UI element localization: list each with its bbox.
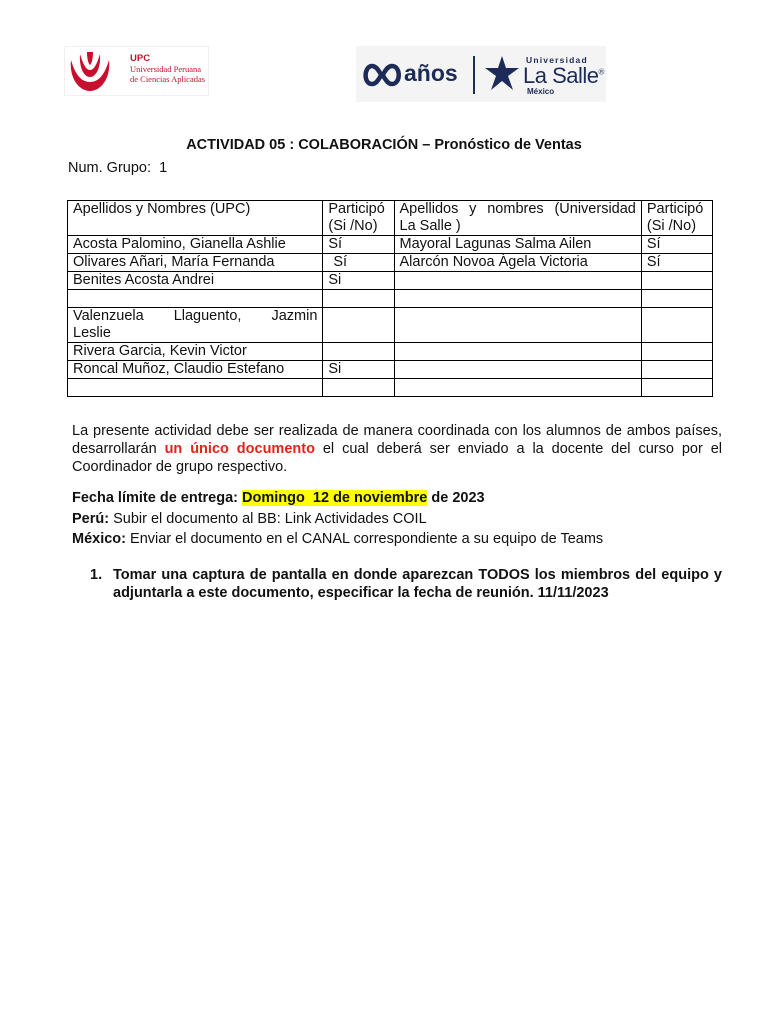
mexico-line	[72, 531, 603, 547]
infinity-60-icon	[360, 60, 404, 90]
lasalle-member-name	[394, 272, 641, 290]
lasalle-member-name	[394, 343, 641, 361]
lasalle-participated	[641, 308, 712, 343]
instructions-paragraph: La presente actividad debe ser realizada de manera coordinada con los alumnos de ambos países, desarrollarán un único documento el cual deberá ser enviado a la docente del curso por el Coordinador de grupo respectivo.	[72, 423, 722, 475]
table-row	[68, 361, 713, 379]
lasalle-member-name	[394, 308, 641, 343]
lasalle-member-name	[394, 290, 641, 308]
upc-name-line2: de Ciencias Aplicadas	[130, 74, 206, 84]
upc-member-name: Olivares Añari, María Fernanda	[68, 254, 323, 272]
table-row	[68, 254, 713, 272]
lasalle-participated	[641, 272, 712, 290]
lasalle-name	[523, 63, 604, 89]
lasalle-member-name: Mayoral Lagunas Salma Ailen	[394, 236, 641, 254]
registered-mark: ®	[598, 67, 604, 77]
lasalle-logo	[356, 46, 606, 102]
lasalle-participated	[641, 379, 712, 397]
logo-divider	[473, 56, 475, 94]
single-document-emphasis: un único documento	[164, 441, 315, 457]
upc-participated	[323, 290, 394, 308]
upc-participated: Sí	[323, 254, 394, 272]
task-text: Tomar una captura de pantalla en donde aparezcan TODOS los miembros del equipo y adjuntarla a este documento, especificar la fecha de reunión. 11/11/2023	[113, 567, 722, 601]
peru-label: Perú:	[72, 511, 110, 527]
lasalle-name-text: La Salle	[523, 63, 599, 88]
members-table	[67, 200, 713, 397]
upc-logo	[64, 46, 209, 96]
table-row	[68, 308, 713, 343]
upc-name-line1: Universidad Peruana	[130, 64, 202, 74]
upc-short-name: UPC	[130, 53, 151, 64]
table-row	[68, 272, 713, 290]
deadline-year: de 2023	[431, 490, 485, 506]
upc-member-name: Acosta Palomino, Gianella Ashlie	[68, 236, 323, 254]
upc-member-name: Rivera Garcia, Kevin Victor	[68, 343, 323, 361]
lasalle-participated	[641, 290, 712, 308]
mexico-label: México	[527, 87, 555, 96]
lasalle-member-name	[394, 379, 641, 397]
upc-member-name: Benites Acosta Andrei	[68, 272, 323, 290]
table-row	[68, 236, 713, 254]
table-row	[68, 290, 713, 308]
upc-emblem-icon	[67, 50, 113, 94]
lasalle-participated: Sí	[641, 236, 712, 254]
deadline-date: Domingo 12 de noviembre	[242, 490, 428, 506]
upc-member-name	[68, 290, 323, 308]
anos-label: años	[404, 60, 458, 86]
upc-participated	[323, 308, 394, 343]
upc-member-name: Valenzuela Llaguento, Jazmin Leslie	[68, 308, 323, 343]
table-row	[68, 343, 713, 361]
lasalle-participated	[641, 343, 712, 361]
upc-participated	[323, 379, 394, 397]
task-number: 1.	[90, 567, 103, 583]
document-title: ACTIVIDAD 05 : COLABORACIÓN – Pronóstico de Ventas	[186, 137, 582, 153]
peru-text: Subir el documento al BB: Link Actividades COIL	[113, 511, 427, 527]
table-row	[68, 379, 713, 397]
upc-participated: Sí	[323, 236, 394, 254]
deadline-line	[72, 490, 485, 506]
header-participated-upc: Participó (Si /No)	[323, 201, 394, 236]
upc-member-name: Roncal Muñoz, Claudio Estefano	[68, 361, 323, 379]
lasalle-star-icon	[482, 54, 522, 94]
table-header-row	[68, 201, 713, 236]
header-participated-lasalle: Participó (Si /No)	[641, 201, 712, 236]
group-label: Num. Grupo:	[68, 160, 151, 176]
upc-participated	[323, 343, 394, 361]
mexico-label: México:	[72, 531, 126, 547]
lasalle-member-name: Alarcón Novoa Ágela Victoria	[394, 254, 641, 272]
group-number	[68, 160, 167, 176]
header-lasalle-names: Apellidos y nombres (Universidad La Salle )	[394, 201, 641, 236]
peru-line	[72, 511, 427, 527]
lasalle-member-name	[394, 361, 641, 379]
group-value: 1	[159, 160, 168, 176]
upc-wordmark	[130, 54, 205, 84]
universidad-label: Universidad	[526, 55, 588, 65]
upc-member-name	[68, 379, 323, 397]
upc-participated: Si	[323, 361, 394, 379]
mexico-text: Enviar el documento en el CANAL correspondiente a su equipo de Teams	[130, 531, 604, 547]
upc-participated: Si	[323, 272, 394, 290]
header-upc-names: Apellidos y Nombres (UPC)	[68, 201, 323, 236]
deadline-label: Fecha límite de entrega:	[72, 490, 238, 506]
lasalle-participated	[641, 361, 712, 379]
lasalle-participated: Sí	[641, 254, 712, 272]
